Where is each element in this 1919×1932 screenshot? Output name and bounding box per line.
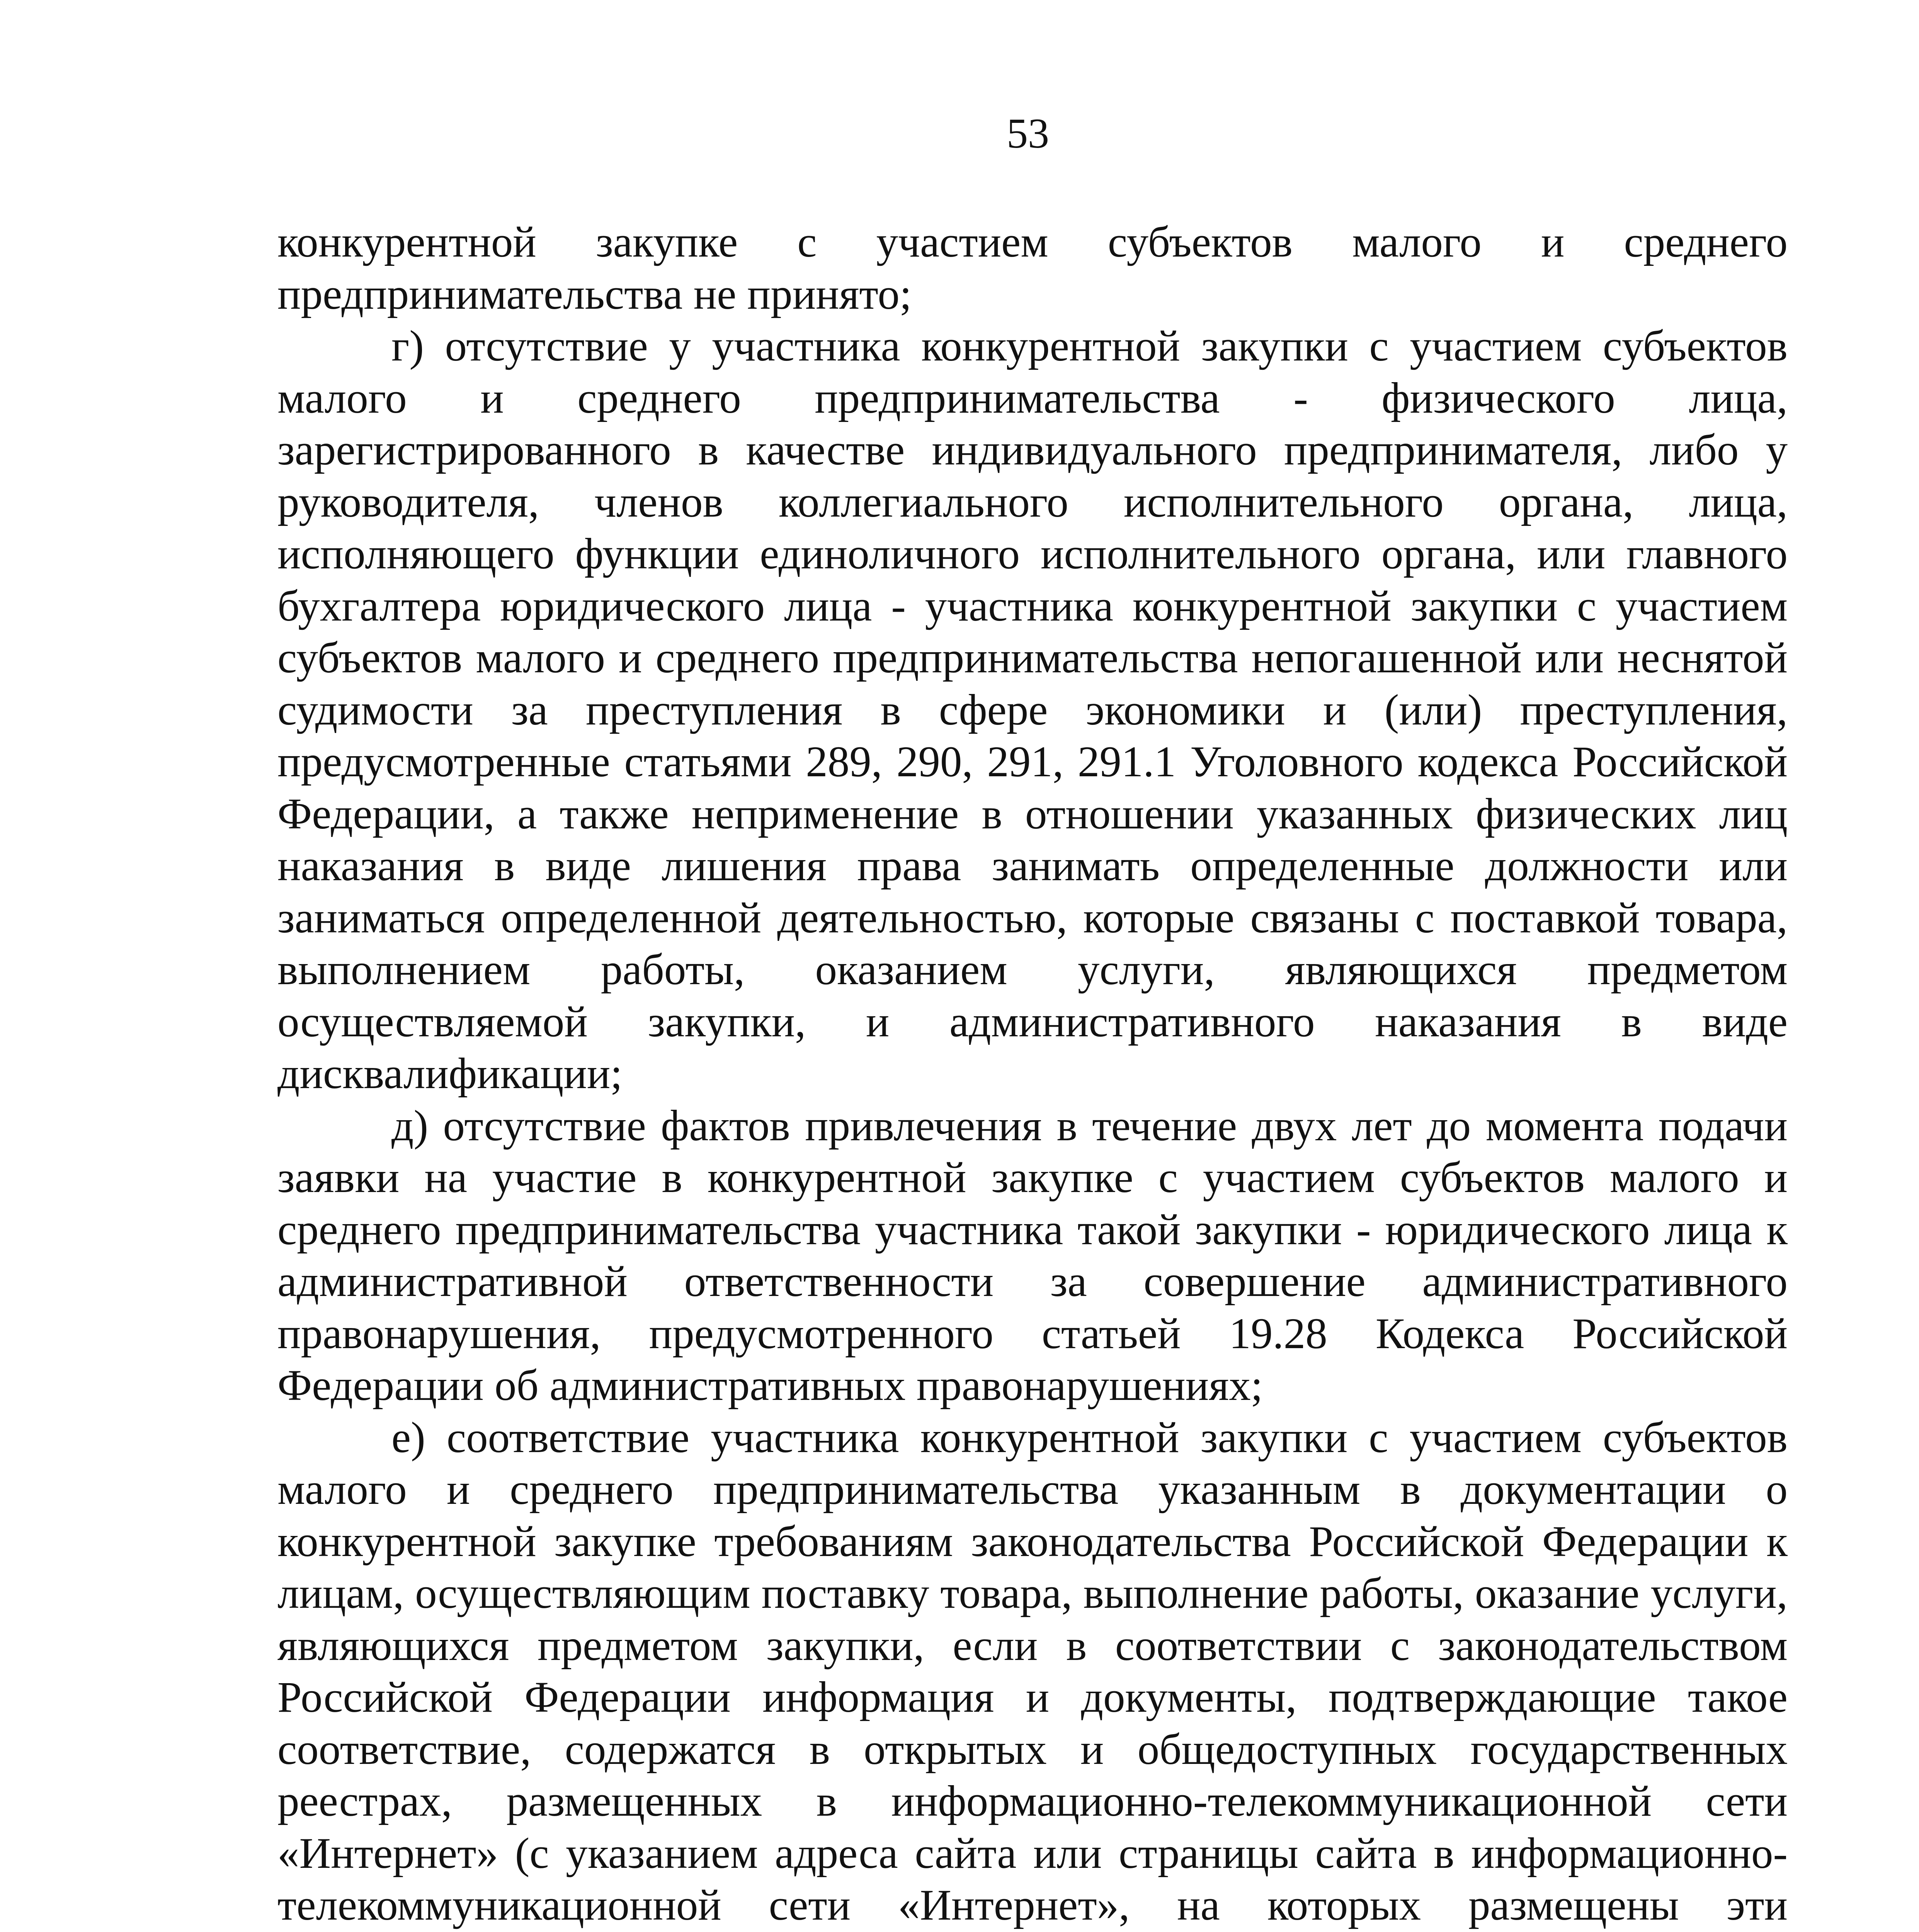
paragraph-item-d: д) отсутствие фактов привлечения в течение двух лет до момента подачи заявки на участие в конкурентной закупке с участием субъектов малого и среднего предпринимательства участника такой закупки - юридического лица к административной ответственности за совершение административного правонарушения, предусмотренного статьей 19.28 Кодекса Российской Федерации об административных правонарушениях;	[277, 1101, 1788, 1410]
paragraph-continuation: конкурентной закупке с участием субъектов малого и среднего предпринимательства не принято;	[277, 218, 1788, 318]
paragraph-item-e: е) соответствие участника конкурентной закупки с участием субъектов малого и среднего предпринимательства указанным в документации о конкурентной закупке требованиям законодательства Российской Федерации к лицам, осуществляющим поставку товара, выполнение работы, оказание услуги, являющихся предметом закупки, если в соответствии с законодательством Российской Федерации информация и документы, подтверждающие такое соответствие, содержатся в открытых и общедоступных государственных реестрах, размещенных в информационно-телекоммуникационной сети «Интернет» (с указанием адреса сайта или страницы сайта в информационно-телекоммуникационной сети «Интернет», на которых размещены эти	[277, 1413, 1788, 1929]
page-number: 53	[1007, 110, 1049, 157]
document-body	[277, 216, 1788, 1932]
paragraph-item-g: г) отсутствие у участника конкурентной закупки с участием субъектов малого и среднего предпринимательства - физического лица, зарегистрированного в качестве индивидуального предпринимателя, либо у руководителя, членов коллегиального исполнительного органа, лица, исполняющего функции единоличного исполнительного органа, или главного бухгалтера юридического лица - участника конкурентной закупки с участием субъектов малого и среднего предпринимательства непогашенной или неснятой судимости за преступления в сфере экономики и (или) преступления, предусмотренные статьями 289, 290, 291, 291.1 Уголовного кодекса Российской Федерации, а также неприменение в отношении указанных физических лиц наказания в виде лишения права занимать определенные должности или заниматься определенной деятельностью, которые связаны с поставкой товара, выполнением работы, оказанием услуги, являющихся предметом осуществляемой закупки, и административного наказания в виде дисквалификации;	[277, 322, 1788, 1098]
